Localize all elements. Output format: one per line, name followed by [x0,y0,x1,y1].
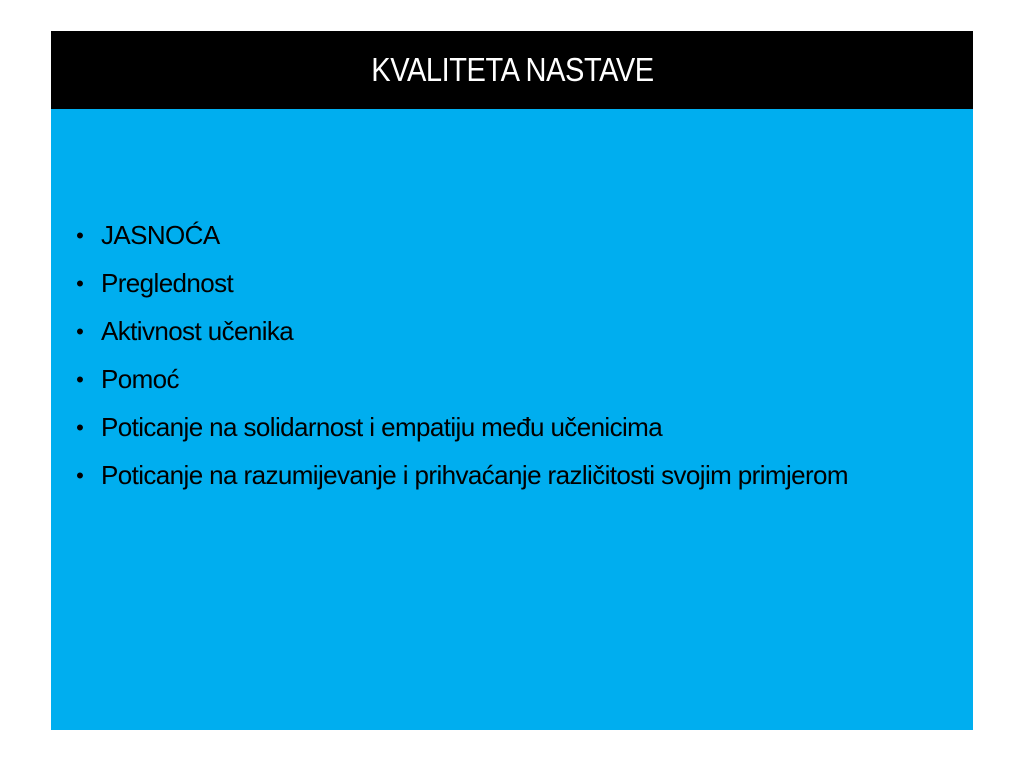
title-bar [51,31,973,109]
list-item-text: Aktivnost učenika [101,316,294,346]
bullet-icon: • [76,463,84,488]
list-item [59,267,939,300]
list-item-text: Poticanje na razumijevanje i prihvaćanje različitosti svojim primjerom [101,460,848,490]
list-item-text: Pomoć [101,364,179,394]
list-item-text: Poticanje na solidarnost i empatiju među učenicima [101,412,663,442]
bullet-list [59,219,939,507]
slide-title: KVALITETA NASTAVE [370,51,654,88]
bullet-icon: • [76,223,84,248]
list-item [59,219,939,252]
list-item-text: Preglednost [101,268,234,298]
bullet-icon: • [76,415,84,440]
content-panel [51,109,973,730]
list-item-text: JASNOĆA [101,220,220,250]
list-item [59,459,939,492]
list-item [59,315,939,348]
bullet-icon: • [76,367,84,392]
list-item [59,363,939,396]
bullet-icon: • [76,319,84,344]
list-item [59,411,939,444]
bullet-icon: • [76,271,84,296]
